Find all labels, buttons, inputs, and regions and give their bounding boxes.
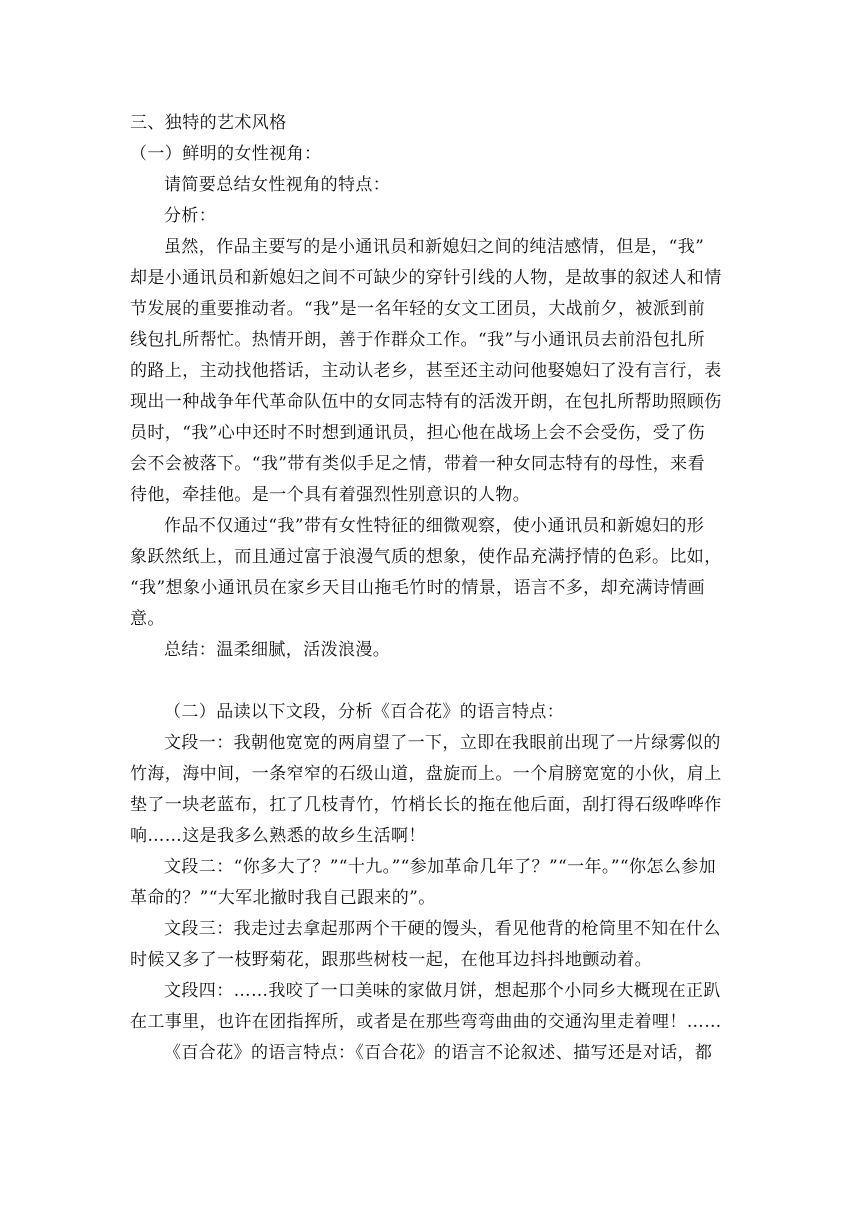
excerpt-2: [130, 852, 740, 914]
paragraph-line: 垫了一块老蓝布，扛了几枝青竹，竹梢长长的拖在他后面，刮打得石级哗哗作: [130, 795, 722, 815]
analysis-label: 分析：: [164, 206, 217, 226]
paragraph-line: 线包扎所帮忙。热情开朗，善于作群众工作。“我”与小通讯员去前沿包扎所: [130, 330, 705, 350]
paragraph-line: 竹海，海中间，一条窄窄的石级山道，盘旋而上。一个肩膀宽宽的小伙，肩上: [130, 764, 722, 784]
paragraph-line: 在工事里，也许在团指挥所，或者是在那些弯弯曲曲的交通沟里走着哩！……: [130, 1012, 722, 1032]
paragraph-line: 虽然，作品主要写的是小通讯员和新媳妇之间的纯洁感情，但是，“我”: [164, 237, 705, 257]
question-line: 请简要总结女性视角的特点：: [164, 175, 391, 195]
subsection-heading-2: （二）品读以下文段，分析《百合花》的语言特点：: [164, 702, 565, 722]
paragraph-line: 的路上，主动找他搭话，主动认老乡，甚至还主动问他娶媳妇了没有言行，表: [130, 361, 722, 381]
paragraph-line: 文段一：我朝他宽宽的两肩望了一下，立即在我眼前出现了一片绿雾似的: [164, 733, 721, 753]
paragraph-line: 象跃然纸上，而且通过富于浪漫气质的想象，使作品充满抒情的色彩。比如，: [130, 547, 722, 567]
analysis-paragraph-1: [130, 232, 740, 511]
document-body: [130, 108, 740, 1069]
paragraph-line: “我”想象小通讯员在家乡天目山拖毛竹时的情景，语言不多，却充满诗情画: [130, 578, 705, 598]
excerpt-4: [130, 976, 740, 1038]
paragraph-line: 现出一种战争年代革命队伍中的女同志特有的活泼开朗，在包扎所帮助照顾伤: [130, 392, 722, 412]
paragraph-line: 节发展的重要推动者。“我”是一名年轻的女文工团员，大战前夕，被派到前: [130, 299, 705, 319]
paragraph-line: 文段三：我走过去拿起那两个干硬的馒头，看见他背的枪筒里不知在什么: [164, 919, 721, 939]
paragraph-line: 文段四：……我咬了一口美味的家做月饼，想起那个小同乡大概现在正趴: [164, 981, 721, 1001]
paragraph-line: 时候又多了一枝野菊花，跟那些树枝一起，在他耳边抖抖地颤动着。: [130, 950, 652, 970]
analysis-paragraph-2: [130, 511, 740, 635]
language-feature-line: 《百合花》的语言特点：《百合花》的语言不论叙述、描写还是对话，都: [164, 1043, 713, 1063]
section-heading: 三、独特的艺术风格: [130, 113, 287, 133]
paragraph-line: 会不会被落下。“我”带有类似手足之情，带着一种女同志特有的母性，来看: [130, 454, 705, 474]
paragraph-line: 意。: [130, 609, 165, 629]
paragraph-line: 文段二：“你多大了？”“十九。”“参加革命几年了？”“一年。”“你怎么参加: [164, 857, 717, 877]
paragraph-line: 却是小通讯员和新媳妇之间不可缺少的穿针引线的人物，是故事的叙述人和情: [130, 268, 722, 288]
subsection-heading-1: （一）鲜明的女性视角：: [130, 144, 322, 164]
blank-line: [130, 666, 740, 697]
summary-line: 总结：温柔细腻，活泼浪漫。: [164, 640, 391, 660]
paragraph-line: 员时，“我”心中还时不时想到通讯员，担心他在战场上会不会受伤，受了伤: [130, 423, 705, 443]
excerpt-1: [130, 728, 740, 852]
paragraph-line: 革命的？”“大军北撤时我自己跟来的”。: [130, 888, 436, 908]
excerpt-3: [130, 914, 740, 976]
paragraph-line: 响……这是我多么熟悉的故乡生活啊！: [130, 826, 426, 846]
paragraph-line: 待他，牵挂他。是一个具有着强烈性别意识的人物。: [130, 485, 531, 505]
paragraph-line: 作品不仅通过“我”带有女性特征的细微观察，使小通讯员和新媳妇的形: [164, 516, 705, 536]
